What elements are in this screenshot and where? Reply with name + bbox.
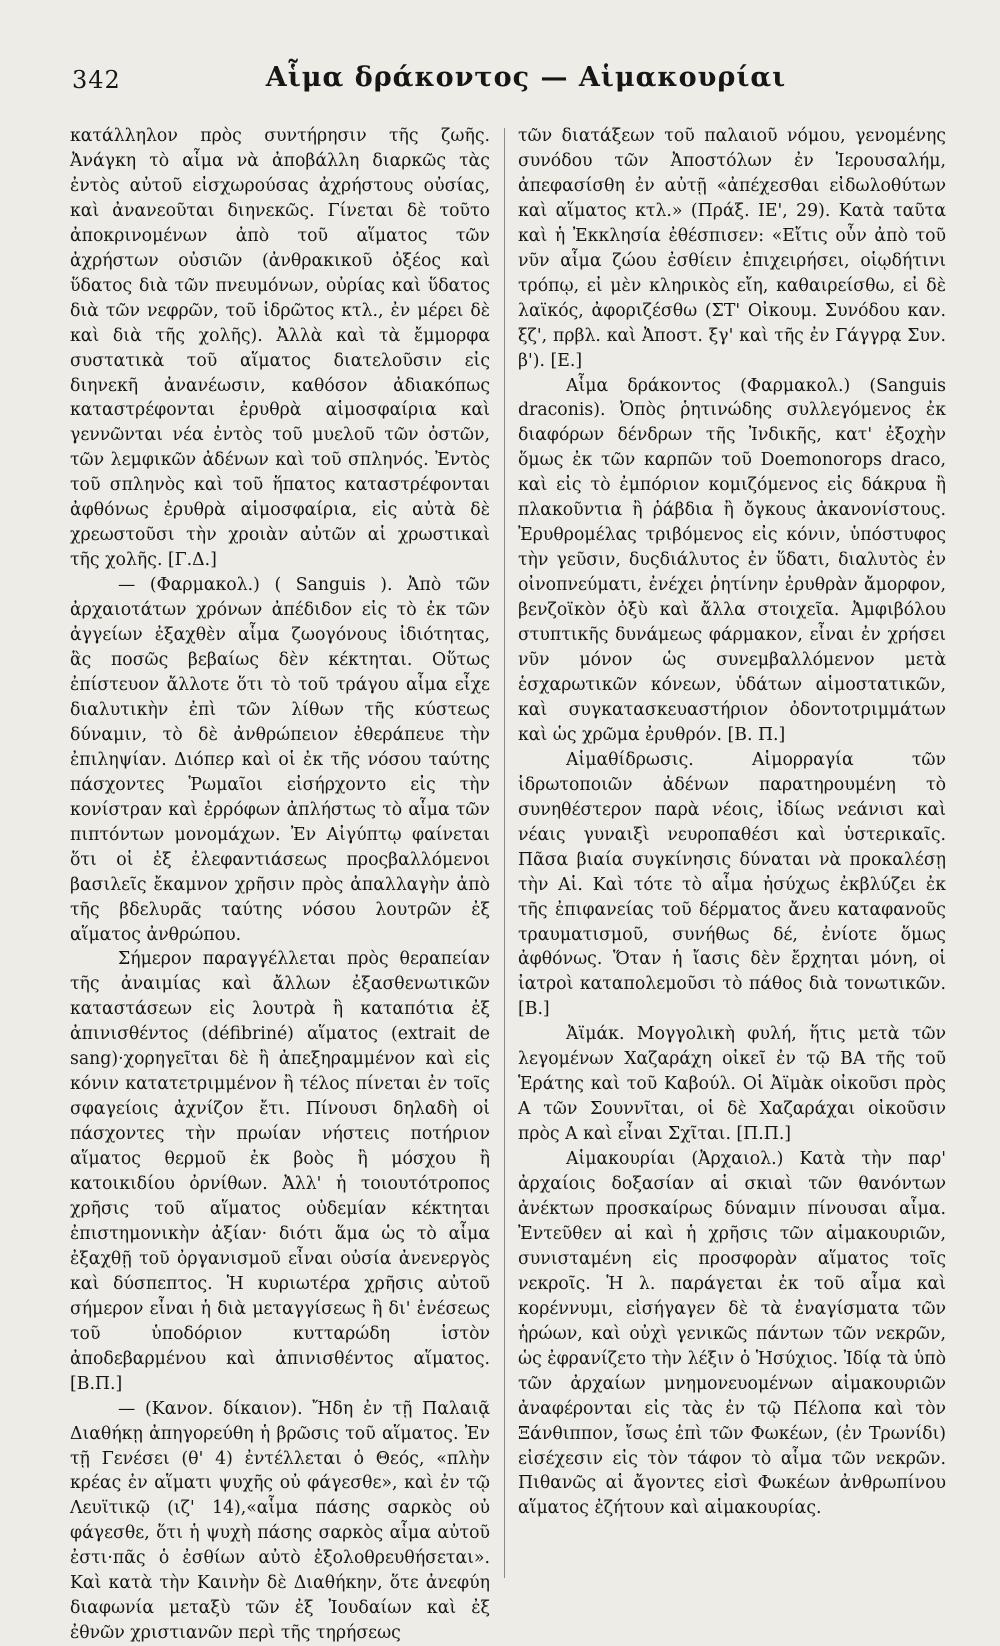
paragraph-continuation: κατάλληλον πρὸς συντήρησιν τῆς ζωῆς. Ἀνάγκη τὸ αἷμα νὰ ἀποβάλλη διαρκῶς τὰς ἐντὸς αὐτοῦ εἰσχωρούσας ἀχρήστους οὐσίας, καὶ ἀνανεοῦται διηνεκῶς. Γίνεται δὲ τοῦτο ἀποκρινομένων ἀπὸ τοῦ αἵματος τῶν ἀχρήστων οὐσιῶν (ἀνθρακικοῦ ὀξέος καὶ ὕδατος διὰ τῶν πνευμόνων, οὐρίας καὶ ὕδατος διὰ τῶν νεφρῶν, τοῦ ἱδρῶτος κτλ., ἐν μέρει δὲ καὶ διὰ τῆς χολῆς). Ἀλλὰ καὶ τὰ ἔμμορφα συστατικὰ τοῦ αἵματος διατελοῦσιν εἰς διηνεκῆ ἀνανέωσιν, καθόσον ἀδιακόπως καταστρέφονται ἐρυθρὰ αἱμοσφαίρια καὶ γεννῶνται νέα ἐντὸς τοῦ μυελοῦ τῶν ὀστῶν, τῶν λεμφικῶν ἀδένων καὶ τοῦ σπληνός. Ἐντὸς τοῦ σπληνὸς καὶ τοῦ ἥπατος καταστρέφονται ἀφθόνως ἐρυθρὰ αἱμοσφαίρια, εἰς αὐτὰ δὲ χρεωστοῦσι τὴν χροιὰν αὐτῶν αἱ χρωστικαὶ τῆς χολῆς. [Γ.Δ.] <box>70 126 490 571</box>
paragraph-modern-use: Σήμερον παραγγέλλεται πρὸς θεραπείαν τῆς ἀναιμίας καὶ ἄλλων ἐξασθενωτικῶν καταστάσεων εἰς λουτρὰ ἢ καταπότια ἐξ ἀπινισθέντος (défibriné) αἵματος (extrait de sang)·χορηγεῖται δὲ ἢ ἀπεξηραμμένον καὶ εἰς κόνιν κατατετριμμένον ἢ τέλος πίνεται ἐν τοῖς σφαγείοις ἀχνίζον ἔτι. Πίνουσι δηλαδὴ οἱ πάσχοντες τὴν πρωίαν νήστεις ποτήριον αἵματος θερμοῦ ἐκ βοὸς ἢ μόσχου ἢ κατοικιδίου ὀρνίθων. Ἀλλ' ἡ τοιουτότροπος χρῆσις τοῦ αἵματος οὐδεμίαν κέκτηται ἐπιστημονικὴν ἀξίαν· διότι ἅμα ὡς τὸ αἷμα ἐξαχθῇ τοῦ ὀργανισμοῦ εἶναι οὐσία ἀνενεργὸς καὶ δύσπεπτος. Ἡ κυριωτέρα χρῆσις αὐτοῦ σήμερον εἶναι ἡ διὰ μεταγγίσεως ἢ δι' ἐνέσεως τοῦ ὑποδόριον κυτταρώδη ἱστὸν ἀποδεβαρμένου καὶ ἀπινισθέντος αἵματος. [Β.Π.] <box>70 949 490 1394</box>
entry-aima-drakontos: Αἷμα δράκοντος (Φαρμακολ.) (Sanguis draconis). Ὀπὸς ῥητινώδης συλλεγόμενος ἐκ διαφόρων δένδρων τῆς Ἰνδικῆς, κατ' ἐξοχὴν ὅμως ἐκ τῶν καρπῶν τοῦ Doemonorops draco, καὶ εἰς τὸ ἐμπόριον κομιζόμενος εἰς δάκρυα ἢ πλακοῦντια ἢ ῥάβδια ἢ ὄγκους ἀκανονίστους. Ἐρυθρομέλας τριβόμενος εἰς κόνιν, ὑπόστυφος τὴν γεῦσιν, δυςδιάλυτος ἐν ὕδατι, διαλυτὸς ἐν οἰνοπνεύματι, ἐνέχει ῥητίνην ἐρυθρὰν ἄμορφον, βενζοϊκὸν ὀξὺ καὶ ἄλλα στοιχεῖα. Ἀμφιβόλου στυπτικῆς δυνάμεως φάρμακον, εἶναι ἐν χρήσει νῦν μόνον ὡς συνεμβαλλόμενον μετὰ ἑσχαρωτικῶν κόνεων, ὑδάτων αἱμοστατικῶν, καὶ συγκατασκευαστήριον ὀδοντοτριμμάτων καὶ ὡς χρῶμα ἐρυθρόν. [Β. Π.] <box>518 375 946 745</box>
entry-aimakouriai: Αἱμακουρίαι (Ἀρχαιολ.) Κατὰ τὴν παρ' ἀρχαίοις δοξασίαν αἱ σκιαὶ τῶν θανόντων ἀνέκτων προσκαίρως δύναμιν πίνουσαι αἷμα. Ἐντεῦθεν αἱ καὶ ἡ χρῆσις τῶν αἱμακουριῶν, συνισταμένη εἰς προσφορὰν αἵματος τοῖς νεκροῖς. Ἡ λ. παράγεται ἐκ τοῦ αἷμα καὶ κορέννυμι, εἰσήγαγεν δὲ τὰ ἐναγίσματα τῶν ἡρώων, καὶ οὐχὶ γενικῶς πάντων τῶν νεκρῶν, ὡς ἐφρανίζετο τὴν λέξιν ὁ Ἡσύχιος. Ἰδίᾳ τὰ ὑπὸ τῶν ἀρχαίων μνημονευομένων αἱμακουριῶν ἀναφέρονται εἰς τὰς ἐν τῷ Πέλοπα καὶ τὸν Ξάνθιππον, ἴσως ἐπὶ τῶν Φωκέων, (ἐν Τρωνίδι) εἰσέχεσιν εἰς τὸν τάφον τὸ αἷμα τῶν νεκρῶν. Πιθανῶς αἱ ἄγοντες εἰσὶ Φωκέων ἀνθρωπίνου αἵματος ἐζήτουν καὶ αἱμακουρίας. <box>518 1149 946 1519</box>
left-column <box>70 124 490 1646</box>
entry-aimathidrosis: Αἱμαθίδρωσις. Αἱμορραγία τῶν ἱδρωτοποιῶν ἀδένων παρατηρουμένη τὸ συνηθέστερον παρὰ νέοις, ἰδίως νεάνισι καὶ νέαις γυναιξὶ νευροπαθέσι καὶ ὑστερικαῖς. Πᾶσα βιαία συγκίνησις δύναται νὰ προκαλέσῃ τὴν Αἱ. Καὶ τότε τὸ αἷμα ἠσύχως ἐκβλύζει ἐκ τῆς ἐπιφανείας τοῦ δέρματος ἄνευ καταφανοῦς τραυματισμοῦ, συνήθως δέ, ἐνίοτε ὅμως ἀφθόνως. Ὅταν ἡ ἴασις δὲν ἔρχηται μόνη, οἱ ἰατροὶ καταπολεμοῦσι τὸ πάθος διὰ τονωτικῶν. [Β.] <box>518 749 946 1020</box>
paragraph-canon-law: — (Κανον. δίκαιον). Ἤδη ἐν τῇ Παλαιᾷ Διαθήκῃ ἀπηγορεύθη ἡ βρῶσις τοῦ αἵματος. Ἐν τῇ Γενέσει (θ' 4) ἐντέλλεται ὁ Θεός, «πλὴν κρέας ἐν αἵματι ψυχῆς οὐ φάγεσθε», καὶ ἐν τῷ Λευϊτικῷ (ιζ' 14),«αἷμα πάσης σαρκὸς οὐ φάγεσθε, ὅτι ἡ ψυχὴ πάσης σαρκὸς αἷμα αὐτοῦ ἐστι·πᾶς ὁ ἐσθίων αὐτὸ ἐξολοθρευθήσεται». Καὶ κατὰ τὴν Καινὴν δὲ Διαθήκην, ὅτε ἀνεφύη διαφωνία μεταξὺ τῶν ἐξ Ἰουδαίων καὶ ἐξ ἐθνῶν χριστιανῶν περὶ τῆς τηρήσεως <box>70 1398 490 1644</box>
column-divider <box>504 128 505 1578</box>
entry-aimak: Ἀϊμάκ. Μογγολικὴ φυλή, ἥτις μετὰ τῶν λεγομένων Χαζαράχη οἰκεῖ ἐν τῷ ΒΑ τῆς τοῦ Ἑράτης καὶ τοῦ Καβούλ. Οἱ Ἀϊμὰκ οἰκοῦσι πρὸς Α τῶν Σουννῖται, οἱ δὲ Χαζαράχαι οἰκοῦσιν πρὸς Α καὶ εἶναι Σχῖται. [Π.Π.] <box>518 1024 946 1145</box>
page-number: 342 <box>72 66 121 94</box>
right-column <box>518 124 946 1521</box>
page-header <box>72 62 980 102</box>
paragraph-pharmacology: — (Φαρμακολ.) ( Sanguis ). Ἀπὸ τῶν ἀρχαιοτάτων χρόνων ἀπέδιδον εἰς τὸ ἐκ τῶν ἀγγείων ἐξαχθὲν αἷμα ζωογόνους ἰδιότητας, ἃς ποσῶς βεβαίως δὲν κέκτηται. Οὕτως ἐπίστευον ἄλλοτε ὅτι τὸ τοῦ τράγου αἷμα εἶχε διαλυτικὴν ἐπὶ τῶν λίθων τῆς κύστεως δύναμιν, τὸ δὲ ἀνθρώπειον ἐθεράπευε τὴν ἐπιληψίαν. Διόπερ καὶ οἱ ἐκ τῆς νόσου ταύτης πάσχοντες Ῥωμαῖοι εἰσήρχοντο εἰς τὴν κονίστραν καὶ ἐρρόφων ἀπλήστως τὸ αἷμα τῶν πιπτόντων μονομάχων. Ἐν Αἰγύπτῳ φαίνεται ὅτι οἱ ἐξ ἐλεφαντιάσεως προςβαλλόμενοι βασιλεῖς ἔκαμνον χρῆσιν πρὸς ἀπαλλαγὴν ἀπὸ τῆς βδελυρᾶς ταύτης νόσου λουτρῶν ἐξ αἵματος ἀνθρώπου. <box>70 575 490 945</box>
running-head: Αἷμα δράκοντος — Αἱμακουρίαι <box>265 62 787 93</box>
paragraph-canon-law-continuation: τῶν διατάξεων τοῦ παλαιοῦ νόμου, γενομένης συνόδου τῶν Ἀποστόλων ἐν Ἱερουσαλήμ, ἀπεφασίσθη ἐν αὐτῇ «ἀπέχεσθαι εἰδωλοθύτων καὶ αἵματος κτλ.» (Πράξ. ΙΕ', 29). Κατὰ ταῦτα καὶ ἡ Ἐκκλησία ἐθέσπισεν: «Εἴτις οὖν ἀπὸ τοῦ νῦν αἷμα ζώου ἐσθίειν ἐπιχειρήσει, οἱῳδήτινι τρόπῳ, εἰ μὲν κληρικὸς εἴη, καθαιρείσθω, εἰ δὲ λαϊκός, ἀφοριζέσθω (ΣΤ' Οἰκουμ. Συνόδου καν. ξζ', πρβλ. καὶ Ἀποστ. ξγ' καὶ τῆς ἐν Γάγγρᾳ Συν. β'). [Ε.] <box>518 126 946 371</box>
